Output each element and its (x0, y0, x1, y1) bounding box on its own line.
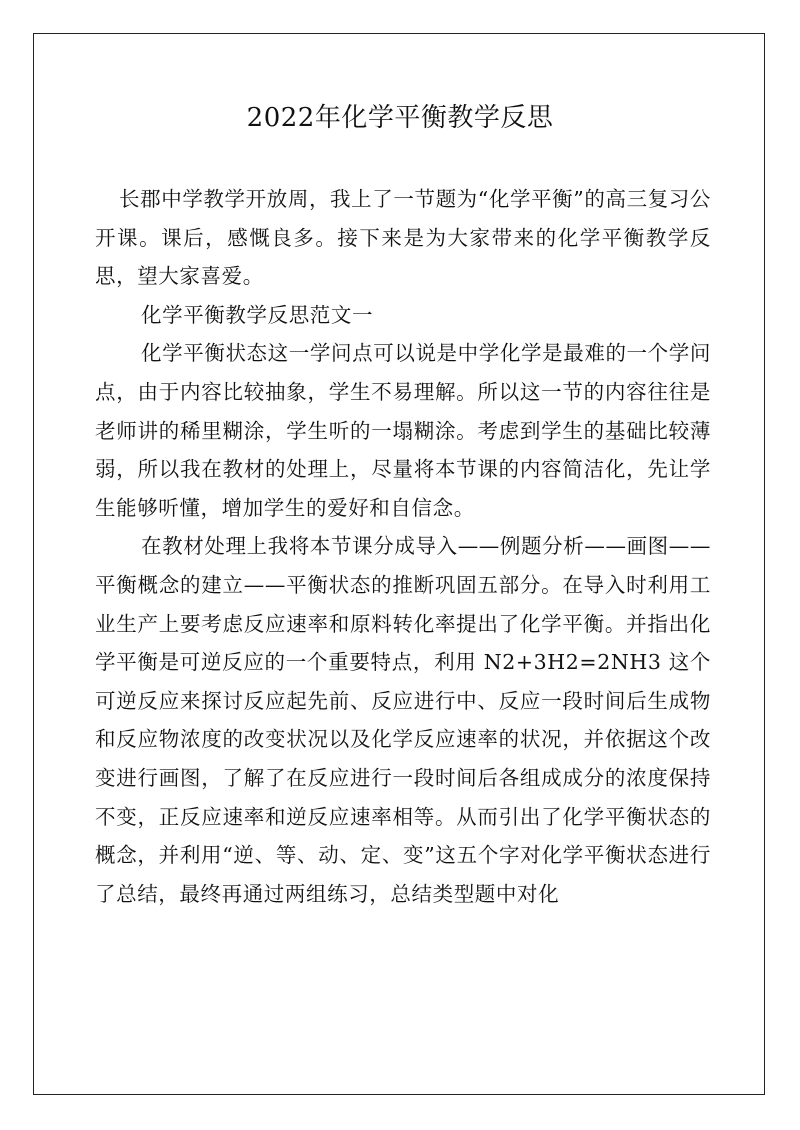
document-title: 2022年化学平衡教学反思 (246, 103, 554, 133)
paragraph-intro: 长郡中学教学开放周，我上了一节题为“化学平衡”的高三复习公开课。课后，感慨良多。接下来是为大家带来的化学平衡教学反思，望大家喜爱。 (95, 187, 711, 289)
paragraph-body-1: 化学平衡状态这一学问点可以说是中学化学是最难的一个学问点，由于内容比较抽象，学生不易理解。所以这一节的内容往往是老师讲的稀里糊涂，学生听的一塌糊涂。考虑到学生的基础比较薄弱，所以我在教材的处理上，尽量将本节课的内容简洁化，先让学生能够听懂，增加学生的爱好和自信念。 (95, 341, 711, 520)
document-body (95, 180, 711, 913)
section-heading: 化学平衡教学反思范文一 (141, 302, 374, 327)
paragraph-body-2: 在教材处理上我将本节课分成导入——例题分析——画图——平衡概念的建立——平衡状态的推断巩固五部分。在导入时利用工业生产上要考虑反应速率和原料转化率提出了化学平衡。并指出化学平衡是可逆反应的一个重要特点，利用 N2+3H2=2NH3 这个可逆反应来探讨反应起先前、反应进行中、反应一段时间后生成物和反应物浓度的改变状况以及化学反应速率的状况，并依据这个改变进行画图，了解了在反应进行一段时间后各组成成分的浓度保持不变，正反应速率和逆反应速率相等。从而引出了化学平衡状态的概念，并利用“逆、等、动、定、变”这五个字对化学平衡状态进行了总结，最终再通过两组练习，总结类型题中对化 (95, 534, 711, 906)
